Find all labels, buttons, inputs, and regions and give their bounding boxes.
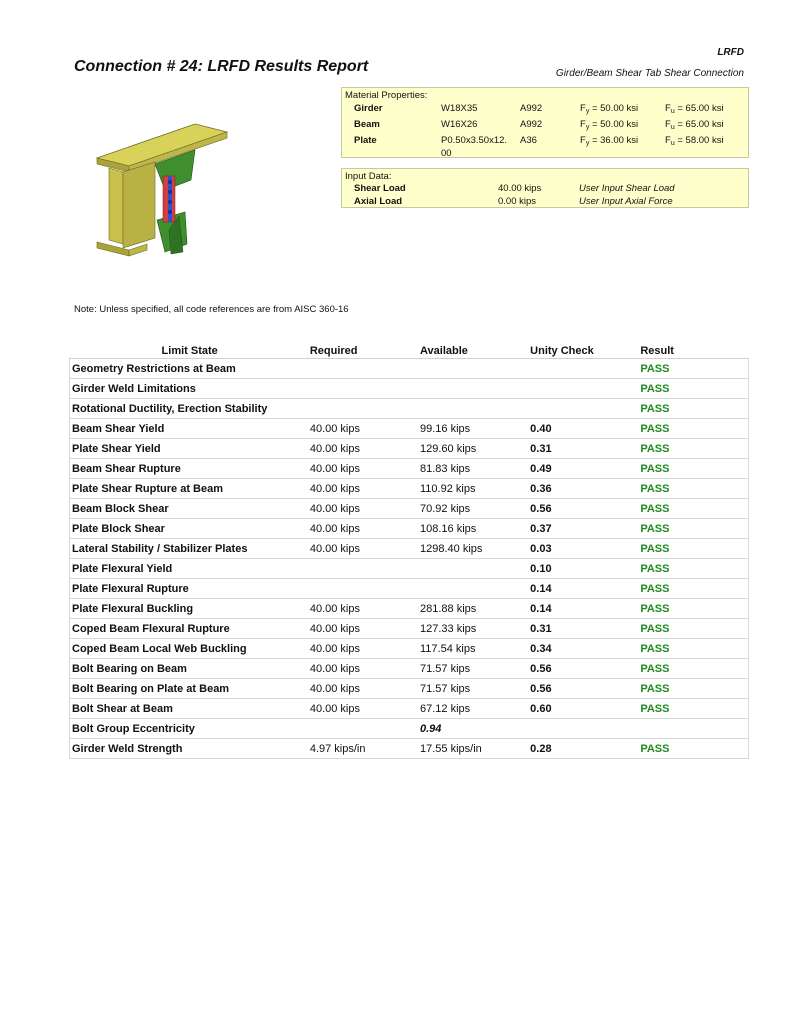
results-body xyxy=(70,359,749,759)
col-header-result: Result xyxy=(638,343,748,359)
input-value-shear: 40.00 kips xyxy=(498,183,542,194)
input-label-axial: Axial Load xyxy=(354,196,403,207)
material-fy-plate: $F_y = 36.00$ ksi xyxy=(580,135,639,147)
result-cell: PASS xyxy=(638,639,748,659)
required-cell: 40.00 kips xyxy=(308,479,418,499)
material-grade-beam: A992 xyxy=(520,119,543,130)
limit-state-cell: Plate Flexural Rupture xyxy=(70,579,308,599)
limit-state-cell: Beam Shear Rupture xyxy=(70,459,308,479)
material-section-girder: W18X35 xyxy=(441,103,478,114)
input-data-panel xyxy=(341,168,749,208)
table-row xyxy=(70,359,749,379)
required-cell: 40.00 kips xyxy=(308,619,418,639)
limit-state-cell: Girder Weld Limitations xyxy=(70,379,308,399)
unity-check-cell: 0.40 xyxy=(528,419,638,439)
limit-state-cell: Bolt Bearing on Beam xyxy=(70,659,308,679)
table-row xyxy=(70,719,749,739)
material-member-beam: Beam xyxy=(354,119,380,130)
unity-check-cell: 0.60 xyxy=(528,699,638,719)
available-cell: 71.57 kips xyxy=(418,679,528,699)
design-method-label: LRFD xyxy=(717,47,744,58)
result-cell: PASS xyxy=(638,479,748,499)
table-row xyxy=(70,699,749,719)
table-row xyxy=(70,619,749,639)
available-cell: 71.57 kips xyxy=(418,659,528,679)
input-heading: Input Data: xyxy=(345,171,392,182)
available-cell: 127.33 kips xyxy=(418,619,528,639)
result-cell: PASS xyxy=(638,379,748,399)
result-cell xyxy=(638,719,748,739)
available-cell: 67.12 kips xyxy=(418,699,528,719)
unity-check-cell: 0.37 xyxy=(528,519,638,539)
material-fy-beam: $F_y = 50.00$ ksi xyxy=(580,119,639,131)
available-cell: 281.88 kips xyxy=(418,599,528,619)
unity-check-cell: 0.34 xyxy=(528,639,638,659)
table-row xyxy=(70,539,749,559)
required-cell xyxy=(308,559,418,579)
required-cell: 40.00 kips xyxy=(308,699,418,719)
required-cell: 40.00 kips xyxy=(308,659,418,679)
limit-state-cell: Plate Block Shear xyxy=(70,519,308,539)
result-cell: PASS xyxy=(638,359,748,379)
unity-check-cell: 0.31 xyxy=(528,439,638,459)
results-header-row xyxy=(70,343,749,359)
results-table xyxy=(69,343,749,759)
available-cell xyxy=(418,559,528,579)
available-cell: 17.55 kips/in xyxy=(418,739,528,759)
table-row xyxy=(70,739,749,759)
table-row xyxy=(70,499,749,519)
required-cell xyxy=(308,719,418,739)
unity-check-cell: 0.03 xyxy=(528,539,638,559)
material-fu-plate: $F_u = 58.00$ ksi xyxy=(665,135,724,147)
available-cell: 110.92 kips xyxy=(418,479,528,499)
limit-state-cell: Bolt Bearing on Plate at Beam xyxy=(70,679,308,699)
col-header-required: Required xyxy=(308,343,418,359)
limit-state-cell: Rotational Ductility, Erection Stability xyxy=(70,399,308,419)
available-cell: 108.16 kips xyxy=(418,519,528,539)
required-cell xyxy=(308,379,418,399)
required-cell: 40.00 kips xyxy=(308,519,418,539)
result-cell: PASS xyxy=(638,679,748,699)
table-row xyxy=(70,679,749,699)
available-cell: 99.16 kips xyxy=(418,419,528,439)
code-reference-note: Note: Unless specified, all code references are from AISC 360-16 xyxy=(74,304,349,315)
material-section-plate: P0.50x3.50x12. xyxy=(441,135,508,146)
available-cell xyxy=(418,399,528,419)
limit-state-cell: Bolt Group Eccentricity xyxy=(70,719,308,739)
input-note-shear: User Input Shear Load xyxy=(579,183,675,194)
limit-state-cell: Beam Block Shear xyxy=(70,499,308,519)
connection-3d-model xyxy=(95,120,235,265)
material-section-plate-cont: 00 xyxy=(441,148,452,159)
col-header-unity-check: Unity Check xyxy=(528,343,638,359)
limit-state-cell: Bolt Shear at Beam xyxy=(70,699,308,719)
unity-check-cell xyxy=(528,359,638,379)
required-cell: 40.00 kips xyxy=(308,599,418,619)
limit-state-cell: Plate Flexural Yield xyxy=(70,559,308,579)
available-cell xyxy=(418,579,528,599)
unity-check-cell: 0.10 xyxy=(528,559,638,579)
unity-check-cell: 0.49 xyxy=(528,459,638,479)
required-cell: 40.00 kips xyxy=(308,639,418,659)
result-cell: PASS xyxy=(638,499,748,519)
unity-check-cell: 0.56 xyxy=(528,659,638,679)
report-title: Connection # 24: LRFD Results Report xyxy=(74,58,369,75)
material-grade-girder: A992 xyxy=(520,103,543,114)
result-cell: PASS xyxy=(638,619,748,639)
unity-check-cell: 0.56 xyxy=(528,679,638,699)
table-row xyxy=(70,519,749,539)
limit-state-cell: Beam Shear Yield xyxy=(70,419,308,439)
result-cell: PASS xyxy=(638,459,748,479)
limit-state-cell: Plate Flexural Buckling xyxy=(70,599,308,619)
table-row xyxy=(70,579,749,599)
limit-state-cell: Lateral Stability / Stabilizer Plates xyxy=(70,539,308,559)
col-header-available: Available xyxy=(418,343,528,359)
required-cell xyxy=(308,359,418,379)
table-row xyxy=(70,659,749,679)
required-cell: 40.00 kips xyxy=(308,539,418,559)
material-fu-girder: $F_u = 65.00$ ksi xyxy=(665,103,724,115)
result-cell: PASS xyxy=(638,659,748,679)
result-cell: PASS xyxy=(638,699,748,719)
input-note-axial: User Input Axial Force xyxy=(579,196,673,207)
unity-check-cell: 0.28 xyxy=(528,739,638,759)
material-section-beam: W16X26 xyxy=(441,119,478,130)
material-fu-beam: $F_u = 65.00$ ksi xyxy=(665,119,724,131)
available-cell: 1298.40 kips xyxy=(418,539,528,559)
result-cell: PASS xyxy=(638,419,748,439)
table-row xyxy=(70,379,749,399)
result-cell: PASS xyxy=(638,519,748,539)
result-cell: PASS xyxy=(638,439,748,459)
table-row xyxy=(70,479,749,499)
input-label-shear: Shear Load xyxy=(354,183,406,194)
table-row xyxy=(70,399,749,419)
table-row xyxy=(70,459,749,479)
unity-check-cell xyxy=(528,399,638,419)
unity-check-cell: 0.14 xyxy=(528,579,638,599)
material-properties-panel xyxy=(341,87,749,158)
limit-state-cell: Plate Shear Rupture at Beam xyxy=(70,479,308,499)
table-row xyxy=(70,599,749,619)
result-cell: PASS xyxy=(638,539,748,559)
unity-check-cell: 0.36 xyxy=(528,479,638,499)
required-cell: 4.97 kips/in xyxy=(308,739,418,759)
available-cell: 70.92 kips xyxy=(418,499,528,519)
available-cell xyxy=(418,379,528,399)
material-fy-girder: $F_y = 50.00$ ksi xyxy=(580,103,639,115)
limit-state-cell: Coped Beam Local Web Buckling xyxy=(70,639,308,659)
result-cell: PASS xyxy=(638,579,748,599)
material-heading: Material Properties: xyxy=(345,90,428,101)
available-cell: 81.83 kips xyxy=(418,459,528,479)
unity-check-cell xyxy=(528,719,638,739)
table-row xyxy=(70,439,749,459)
limit-state-cell: Girder Weld Strength xyxy=(70,739,308,759)
available-cell: 117.54 kips xyxy=(418,639,528,659)
available-cell: 129.60 kips xyxy=(418,439,528,459)
result-cell: PASS xyxy=(638,599,748,619)
material-grade-plate: A36 xyxy=(520,135,537,146)
table-row xyxy=(70,419,749,439)
required-cell: 40.00 kips xyxy=(308,679,418,699)
available-cell: 0.94 xyxy=(418,719,528,739)
material-member-girder: Girder xyxy=(354,103,383,114)
required-cell: 40.00 kips xyxy=(308,459,418,479)
result-cell: PASS xyxy=(638,559,748,579)
unity-check-cell: 0.14 xyxy=(528,599,638,619)
table-row xyxy=(70,639,749,659)
col-header-limit-state: Limit State xyxy=(70,343,308,359)
result-cell: PASS xyxy=(638,739,748,759)
unity-check-cell xyxy=(528,379,638,399)
unity-check-cell: 0.31 xyxy=(528,619,638,639)
material-member-plate: Plate xyxy=(354,135,377,146)
available-cell xyxy=(418,359,528,379)
required-cell xyxy=(308,399,418,419)
input-value-axial: 0.00 kips xyxy=(498,196,537,207)
required-cell: 40.00 kips xyxy=(308,439,418,459)
limit-state-cell: Geometry Restrictions at Beam xyxy=(70,359,308,379)
result-cell: PASS xyxy=(638,399,748,419)
required-cell: 40.00 kips xyxy=(308,499,418,519)
required-cell xyxy=(308,579,418,599)
connection-type-label: Girder/Beam Shear Tab Shear Connection xyxy=(555,68,744,79)
required-cell: 40.00 kips xyxy=(308,419,418,439)
unity-check-cell: 0.56 xyxy=(528,499,638,519)
table-row xyxy=(70,559,749,579)
limit-state-cell: Coped Beam Flexural Rupture xyxy=(70,619,308,639)
limit-state-cell: Plate Shear Yield xyxy=(70,439,308,459)
